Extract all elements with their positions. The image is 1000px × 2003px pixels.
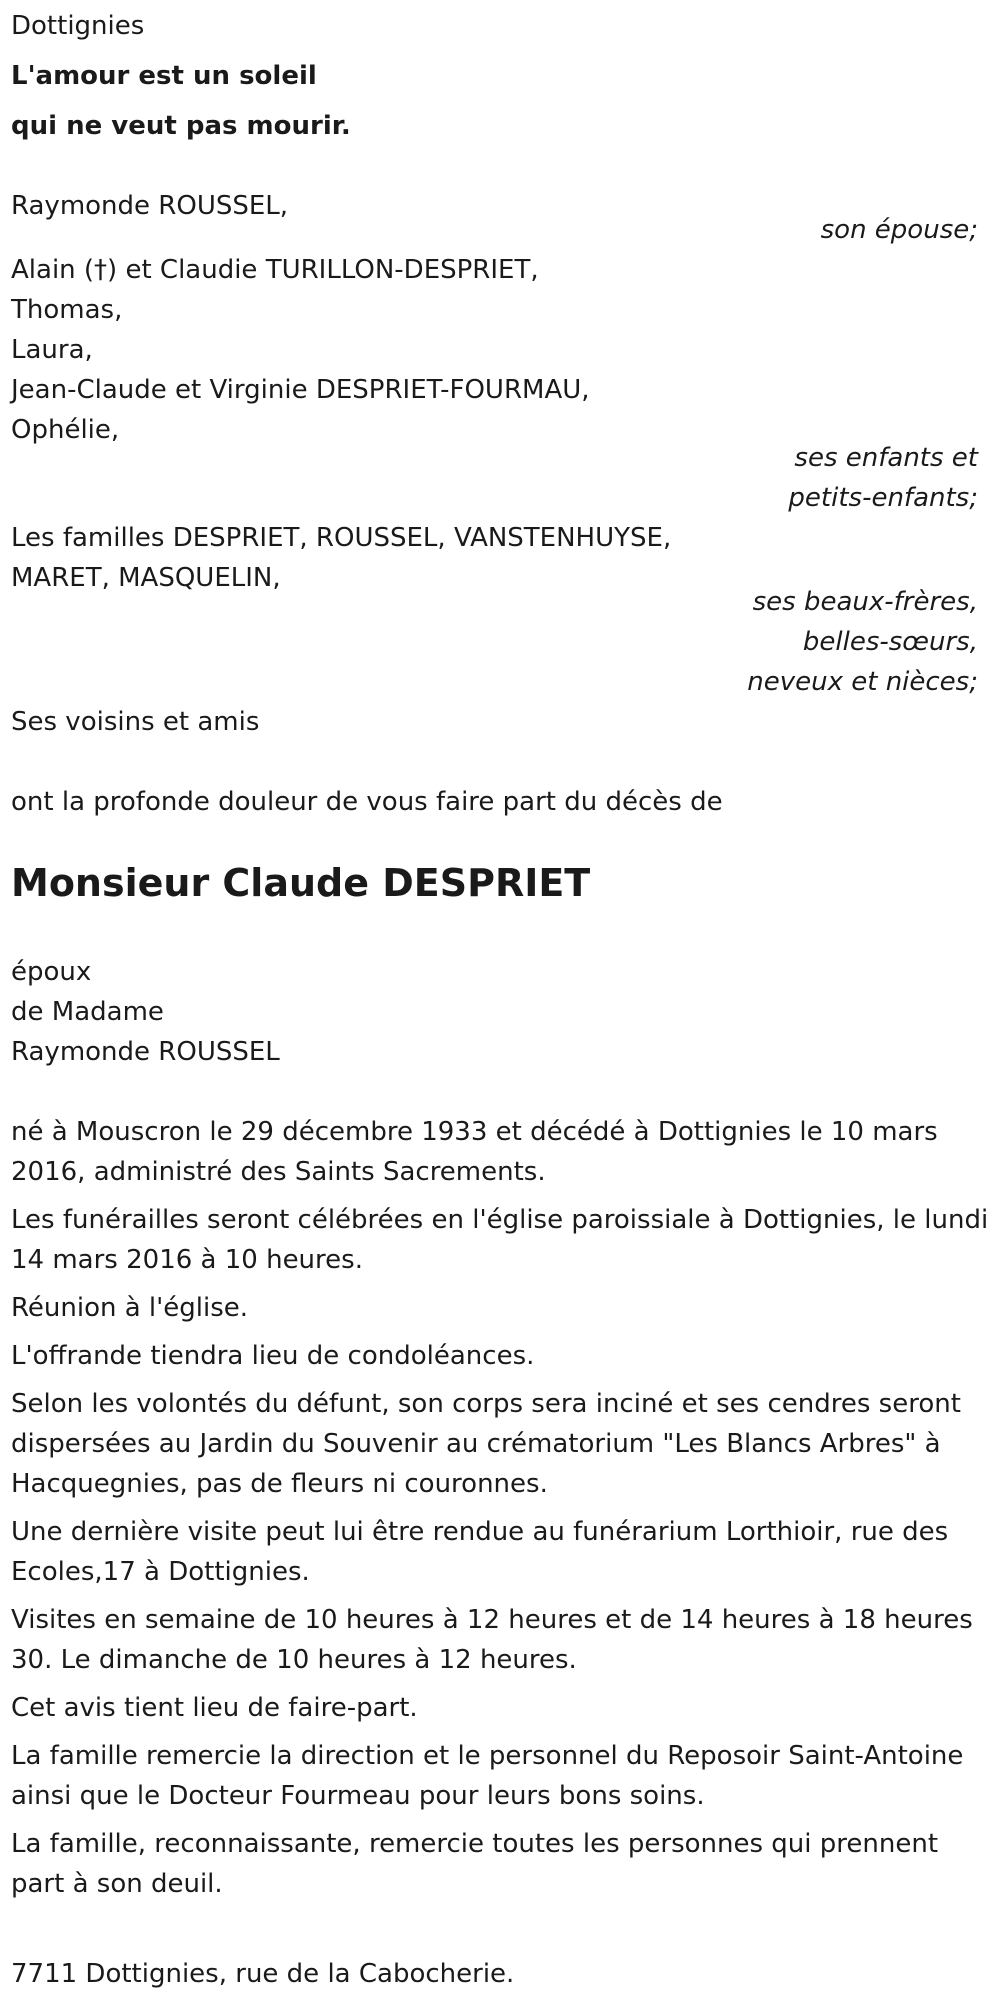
detail-paragraph: Visites en semaine de 10 heures à 12 heures et de 14 heures à 18 heures 30. Le dimanche de 10 heures à 12 heures. <box>11 1605 973 1675</box>
deceased-name: Monsieur Claude DESPRIET <box>11 861 591 905</box>
children-role <box>788 438 978 518</box>
children-item: Ophélie, <box>11 415 120 445</box>
relation-line-3: Raymonde ROUSSEL <box>11 1037 280 1067</box>
quote-line-1: L'amour est un soleil <box>11 61 317 91</box>
detail-paragraph: Réunion à l'église. <box>11 1293 249 1323</box>
detail-paragraph: L'offrande tiendra lieu de condoléances. <box>11 1341 535 1371</box>
detail-paragraph: Les funérailles seront célébrées en l'église paroissiale à Dottignies, le lundi 14 mars 2016 à 10 heures. <box>11 1205 989 1275</box>
children-item: Laura, <box>11 335 93 365</box>
children-role-line-1: ses enfants et <box>794 443 978 473</box>
relation-line-2: de Madame <box>11 997 164 1027</box>
families-role <box>747 582 978 702</box>
detail-paragraph: Selon les volontés du défunt, son corps sera inciné et ses cendres seront dispersées au Jardin du Souvenir au crématorium "Les Blancs Arbres" à Hacquegnies, pas de fleurs ni couronnes. <box>11 1389 961 1499</box>
detail-paragraph: né à Mouscron le 29 décembre 1933 et décédé à Dottignies le 10 mars 2016, administré des Saints Sacrements. <box>11 1117 938 1187</box>
announcement-line: ont la profonde douleur de vous faire part du décès de <box>11 787 723 817</box>
children-list <box>11 250 590 450</box>
neighbours-line: Ses voisins et amis <box>11 707 260 737</box>
families-role-line-3: neveux et nièces; <box>747 667 978 697</box>
children-item: Alain (†) et Claudie TURILLON-DESPRIET, <box>11 255 539 285</box>
town-header: Dottignies <box>11 11 145 41</box>
families-list <box>11 518 671 598</box>
quote-line-2: qui ne veut pas mourir. <box>11 111 351 141</box>
families-line-2: MARET, MASQUELIN, <box>11 563 281 593</box>
details-block <box>11 1112 995 1904</box>
spouse-role: son épouse; <box>820 215 978 245</box>
detail-paragraph: Une dernière visite peut lui être rendue au funérarium Lorthioir, rue des Ecoles,17 à Dottignies. <box>11 1517 949 1587</box>
children-role-line-2: petits-enfants; <box>788 483 978 513</box>
families-role-line-1: ses beaux-frères, <box>752 587 978 617</box>
children-item: Jean-Claude et Virginie DESPRIET-FOURMAU, <box>11 375 590 405</box>
detail-paragraph: La famille remercie la direction et le personnel du Reposoir Saint-Antoine ainsi que le Docteur Fourmeau pour leurs bons soins. <box>11 1741 964 1811</box>
detail-paragraph: La famille, reconnaissante, remercie toutes les personnes qui prennent part à son deuil. <box>11 1829 939 1899</box>
families-role-line-2: belles-sœurs, <box>802 627 978 657</box>
address-line: 7711 Dottignies, rue de la Cabocherie. <box>11 1959 515 1989</box>
relation-line-1: époux <box>11 957 92 987</box>
spouse-name: Raymonde ROUSSEL, <box>11 191 289 221</box>
families-line-1: Les familles DESPRIET, ROUSSEL, VANSTENHUYSE, <box>11 523 672 553</box>
children-item: Thomas, <box>11 295 123 325</box>
relation-block <box>11 952 280 1072</box>
detail-paragraph: Cet avis tient lieu de faire-part. <box>11 1693 418 1723</box>
